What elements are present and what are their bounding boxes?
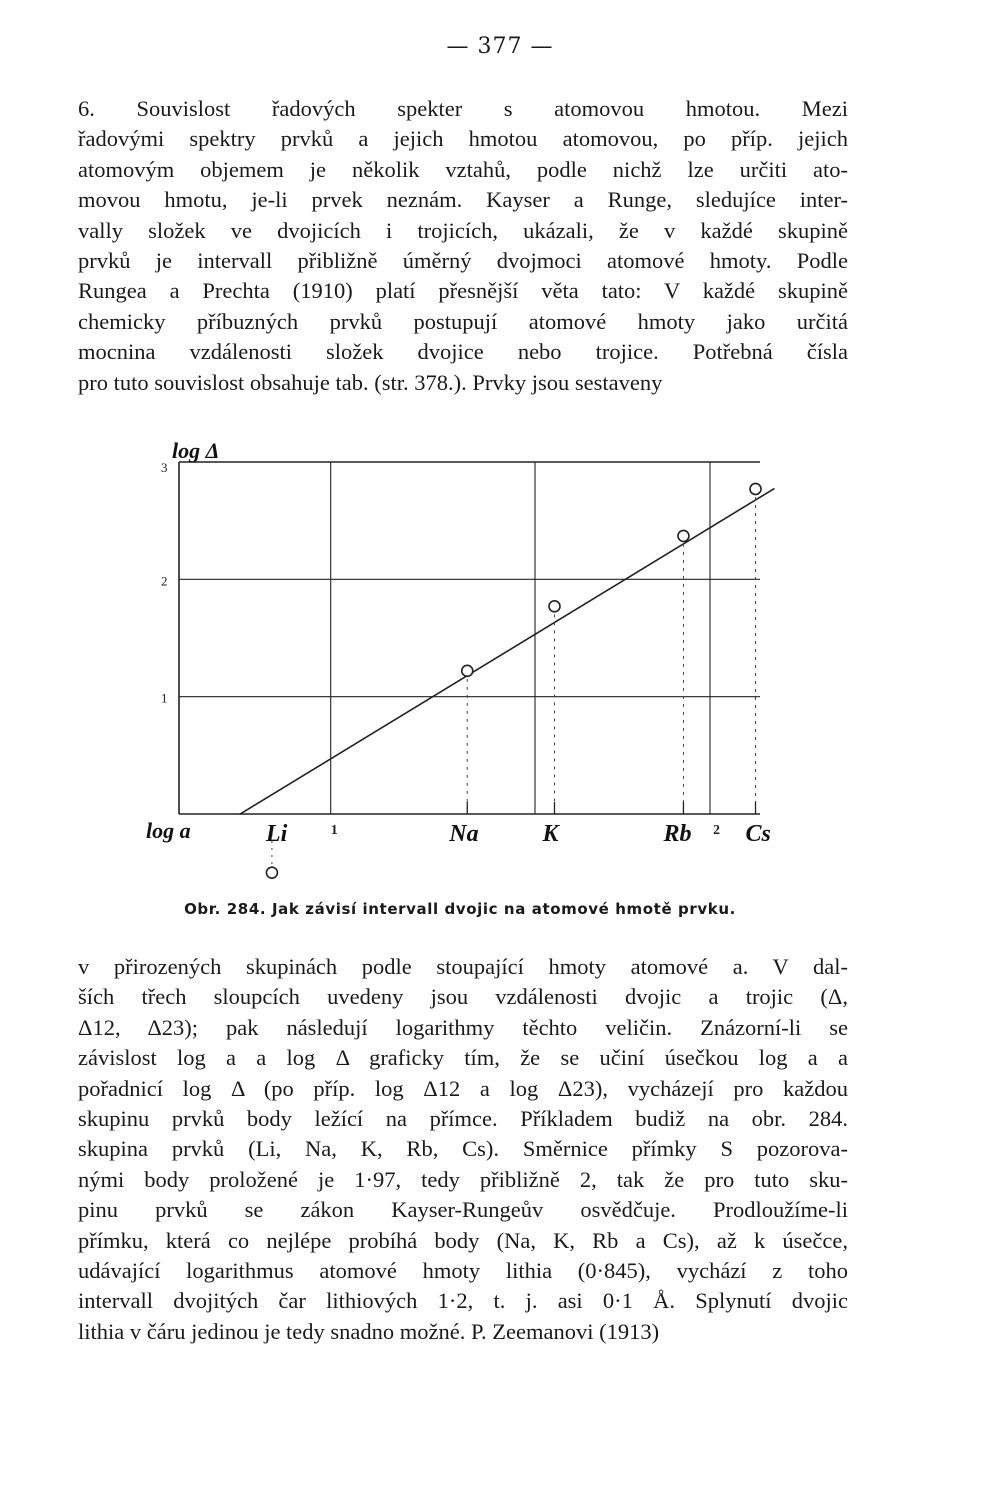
text-line: v přirozených skupinách podle stoupající hmoty atomové a. V dal-	[78, 954, 848, 979]
x-axis-label: log a	[146, 818, 191, 843]
text-line: vally složek ve dvojicích i trojicích, ukázali, že v každé skupině	[78, 217, 848, 243]
text-line: pořadnicí log Δ (po příp. log Δ12 a log Δ23), vycházejí pro každou	[78, 1075, 848, 1101]
data-point	[549, 601, 560, 612]
text-line: udávající logarithmus atomové hmoty lithia (0·845), vychází z toho	[78, 1258, 848, 1284]
text-line: skupina prvků (Li, Na, K, Rb, Cs). Směrnice přímky S pozorova-	[78, 1136, 848, 1162]
text-line: pro tuto souvislost obsahuje tab. (str. 378.). Prvky jsou sestaveny	[78, 369, 663, 395]
text-line: chemicky příbuzných prvků postupují atomové hmoty jako určitá	[78, 308, 848, 334]
data-point	[266, 867, 277, 878]
point-label: Na	[449, 821, 479, 847]
y-tick-label: 2	[161, 573, 168, 589]
text-line: závislost log a a log Δ graficky tím, že se učiní úsečkou log a a	[78, 1045, 848, 1071]
y-tick-label: 1	[161, 690, 168, 706]
text-line: mocnina vzdálenosti složek dvojice nebo trojice. Potřebná čísla	[78, 339, 848, 365]
text-line: nými body proložené je 1·97, tedy přibližně 2, tak že pro tuto sku-	[78, 1166, 848, 1192]
figure-chart	[0, 430, 1000, 900]
x-tick-label: 1	[330, 823, 338, 838]
point-label: Li	[265, 821, 288, 847]
data-point	[678, 530, 689, 541]
y-tick-label: 3	[161, 460, 168, 475]
fit-line	[240, 488, 775, 814]
point-label: Cs	[745, 821, 771, 847]
text-line: intervall dvojitých čar lithiových 1·2, t. j. asi 0·1 Å. Splynutí dvojic	[78, 1288, 848, 1314]
text-line: lithia v čáru jedinou je tedy snadno možné. P. Zeemanovi (1913)	[78, 1318, 660, 1344]
data-point	[750, 483, 761, 494]
text-line: Δ12, Δ23); pak následují logarithmy těchto veličin. Znázorní-li se	[78, 1014, 848, 1040]
point-label: Rb	[663, 821, 692, 847]
text-line: movou hmotu, je-li prvek neznám. Kayser a Runge, sledujíce inter-	[78, 187, 848, 213]
data-point	[462, 665, 473, 676]
text-line: 6. Souvislost řadových spekter s atomovou hmotou. Mezi	[78, 96, 848, 121]
text-line: atomovým objemem je několik vztahů, podle nichž lze určiti ato-	[78, 156, 848, 182]
x-tick-label: 2	[713, 823, 720, 838]
text-line: přímku, která co nejlépe probíhá body (Na, K, Rb a Cs), až k úsečce,	[78, 1227, 848, 1253]
page-number: — 377 —	[446, 34, 554, 59]
text-line: skupinu prvků body ležící na přímce. Příkladem budiž na obr. 284.	[78, 1106, 848, 1132]
text-line: řadovými spektry prvků a jejich hmotou atomovou, po příp. jejich	[78, 126, 848, 152]
text-line: Rungea a Prechta (1910) platí přesnější věta tato: V každé skupině	[78, 278, 848, 304]
y-axis-label: log Δ	[172, 438, 220, 463]
figure-caption: Obr. 284. Jak závisí intervall dvojic na atomové hmotě prvku.	[184, 900, 736, 918]
point-label: K	[542, 821, 559, 847]
text-line: pinu prvků se zákon Kayser-Rungeův osvědčuje. Prodloužíme-li	[78, 1197, 848, 1223]
paragraph-bottom	[78, 952, 848, 1347]
paragraph-top	[78, 94, 848, 398]
text-line: ších třech sloupcích uvedeny jsou vzdálenosti dvojic a trojic (Δ,	[78, 984, 848, 1010]
text-line: prvků je intervall přibližně úměrný dvojmoci atomové hmoty. Podle	[78, 248, 848, 274]
